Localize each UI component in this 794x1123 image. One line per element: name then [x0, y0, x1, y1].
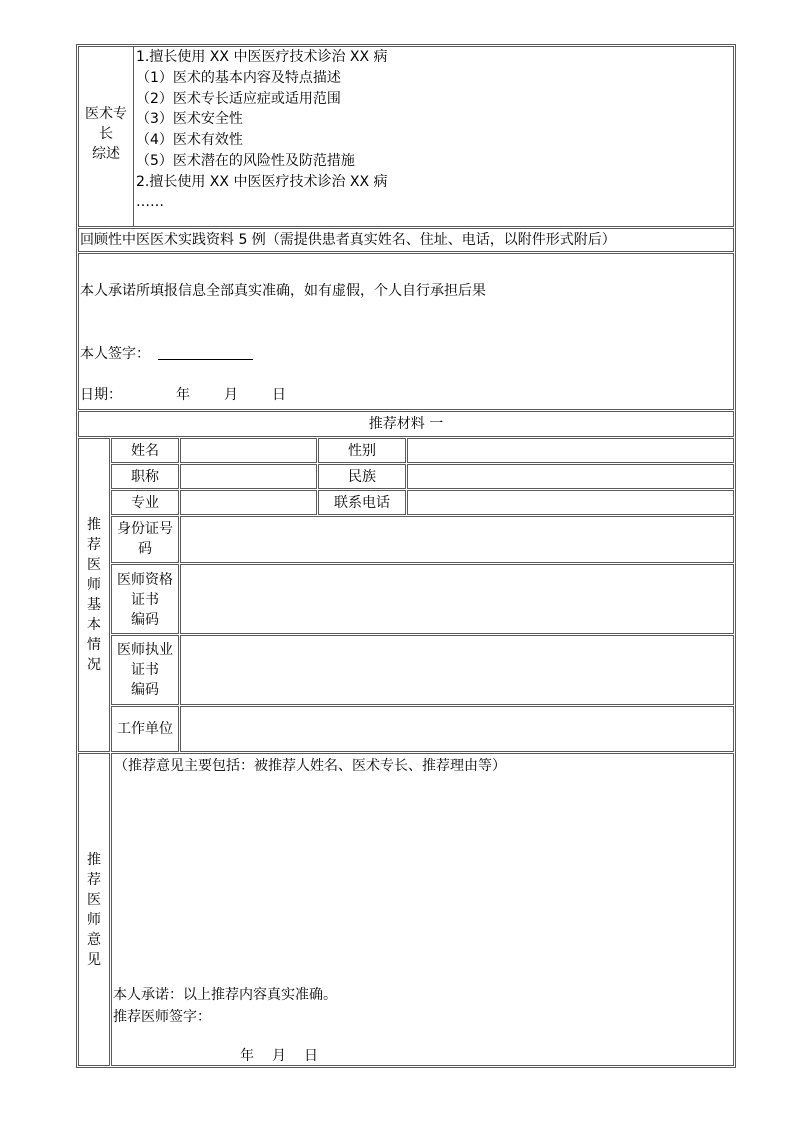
expertise-line: （2）医术专长适应症或适用范围: [136, 91, 341, 107]
doctor-info-side-label: 推 荐 医 师 基 本 情 况: [87, 517, 101, 673]
expertise-line: （1）医术的基本内容及特点描述: [136, 70, 341, 86]
phone-label: 联系电话: [334, 495, 390, 511]
opinion-date-month: 月: [272, 1048, 286, 1064]
opinion-sign-label: 推荐医师签字：: [113, 1009, 211, 1025]
date-year: 年: [176, 387, 190, 403]
commitment-statement: 本人承诺所填报信息全部真实准确，如有虚假，个人自行承担后果: [80, 283, 486, 299]
expertise-label: 医术专 长 综述: [85, 106, 127, 162]
id-label: 身份证号 码: [117, 521, 173, 557]
expertise-line: 1.擅长使用 XX 中医医疗技术诊治 XX 病: [136, 49, 388, 65]
expertise-line: 2.擅长使用 XX 中医医疗技术诊治 XX 病: [136, 174, 388, 190]
practice-label: 医师执业 证书 编码: [117, 642, 173, 698]
date-month: 月: [224, 387, 238, 403]
expertise-line: （5）医术潜在的风险性及防范措施: [136, 153, 355, 169]
specialty-field[interactable]: [180, 490, 317, 515]
expertise-line: （4）医术有效性: [136, 132, 243, 148]
name-label: 姓名: [131, 443, 159, 459]
expertise-line: （3）医术安全性: [136, 111, 243, 127]
workplace-field[interactable]: [180, 706, 734, 752]
practice-field[interactable]: [180, 635, 734, 705]
gender-field[interactable]: [407, 438, 734, 463]
date-label: 日期：: [80, 387, 122, 403]
specialty-label: 专业: [131, 495, 159, 511]
opinion-date-year: 年: [240, 1048, 254, 1064]
expertise-line: ……: [136, 194, 164, 210]
id-field[interactable]: [180, 516, 734, 563]
opinion-commit: 本人承诺：以上推荐内容真实准确。: [113, 987, 337, 1003]
opinion-side-label: 推 荐 医 师 意 见: [87, 852, 101, 968]
recommend-title: 推荐材料 一: [368, 416, 444, 432]
ethnicity-field[interactable]: [407, 464, 734, 489]
opinion-hint: （推荐意见主要包括：被推荐人姓名、医术专长、推荐理由等）: [114, 758, 506, 774]
signature-label: 本人签字：: [80, 346, 150, 362]
opinion-date-day: 日: [304, 1048, 318, 1064]
ethnicity-label: 民族: [348, 469, 376, 485]
phone-field[interactable]: [407, 490, 734, 515]
title-field[interactable]: [180, 464, 317, 489]
name-field[interactable]: [180, 438, 317, 463]
retro-cases-text: 回顾性中医医术实践资料 5 例（需提供患者真实姓名、住址、电话，以附件形式附后）: [80, 232, 616, 248]
signature-line[interactable]: [158, 359, 253, 360]
workplace-label: 工作单位: [117, 721, 173, 737]
date-day: 日: [272, 387, 286, 403]
gender-label: 性别: [348, 443, 376, 459]
qual-label: 医师资格 证书 编码: [117, 572, 173, 628]
title-label: 职称: [131, 469, 159, 485]
qual-field[interactable]: [180, 564, 734, 634]
